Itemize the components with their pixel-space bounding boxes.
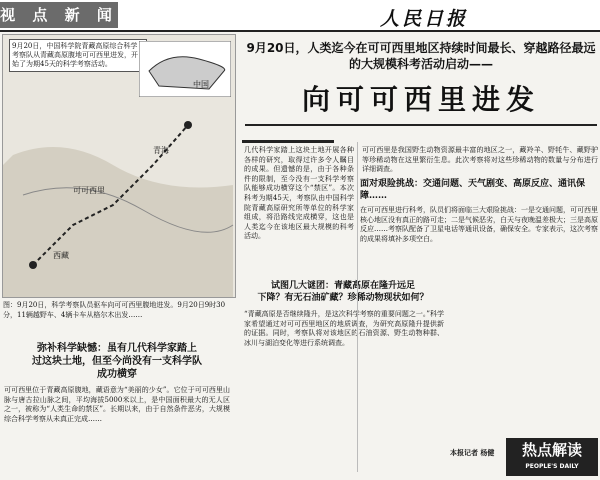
hot-topic-logo: 热点解读 PEOPLE'S DAILY <box>506 438 598 476</box>
photo-caption: 图：9月20日，科学考察队员驱车向可可西里腹地进发。9月20日9时30分，11辆越野车、4辆卡车从格尔木出发…… <box>3 301 226 319</box>
page-title: 向可可西里进发 <box>301 83 540 116</box>
header-band <box>0 0 600 32</box>
map-caption: 9月20日，中国科学院青藏高原综合科学考察队从青藏高原腹地可可西里进发，开始了为期45天的科学考察活动。 <box>9 39 147 72</box>
mid-body: 几代科学家踏上这块土地开展各种各样的研究，取得过许多令人瞩目的成果。但遗憾的是，由于各种条件的限制，至今没有一支科学考察队能够成功横穿这个“禁区”。本次科考为期45天，考察队由中国科学院青藏高原研究所等单位的科学家组成，将沿路线完成横穿，这也是人类迄今在该地区最大规模的科考活动。 <box>244 146 354 241</box>
map-label-qinghai: 青海 <box>153 146 169 155</box>
column-rule <box>357 142 358 472</box>
left-body: 可可西里位于青藏高原腹地，藏语意为“美丽的少女”。它位于可可西里山脉与唐古拉山脉之间，平均海拔5000米以上，是中国面积最大的无人区之一，被称为“人类生命的禁区”。长期以来，由于自然条件恶劣，大规模综合科学考察从未真正完成…… <box>4 386 230 423</box>
section-label: 视 点 新 闻 <box>0 2 118 28</box>
title-rule <box>245 124 597 126</box>
mid-body-2: “青藏高原是否继续隆升，是这次科学考察的重要问题之一。”科学家希望通过对可可西里地区的地质调查，为研究高原隆升提供新的证据。同时，考察队将对该地区的石油资源、野生动物种群、冰川与湖泊变化等进行系统调查。 <box>244 310 444 347</box>
right-body-top: 可可西里是我国野生动物资源最丰富的地区之一，藏羚羊、野牦牛、藏野驴等珍稀动物在这里繁衍生息。此次考察将对这些珍稀动物的数量与分布进行详细调查。 <box>362 146 598 174</box>
reporter-credit: 本报记者 杨健 <box>450 448 495 457</box>
kicker: 9月20日，人类迄今在可可西里地区持续时间最长、穿越路径最远的大规模科考活动启动—— <box>246 41 596 71</box>
map-label-hoh-xil: 可可西里 <box>73 186 105 195</box>
china-inset <box>139 41 231 97</box>
map-label-tibet: 西藏 <box>53 251 69 260</box>
left-subheadline: 弥补科学缺憾：虽有几代科学家踏上 过这块土地，但至今尚没有一支科学队 成功横穿 <box>32 343 202 380</box>
masthead-logo: 人民日报 <box>380 8 469 30</box>
decor-bar <box>242 140 334 143</box>
mid-subheadline: 试图几大谜团：青藏高原在隆升远足 下降？有无石油矿藏？珍稀动物现状如何？ <box>257 281 429 303</box>
map-label-china: 中国 <box>193 80 209 89</box>
right-body: 在可可西里进行科考，队员们将面临三大艰险挑战：一是交通问题，可可西里核心地区没有真正的路可走；二是气候恶劣，白天与夜晚温差极大；三是高原反应……考察队配备了卫星电话等通讯设备，确保安全。专家表示，这次考察的成果将填补多项空白。 <box>360 206 598 243</box>
route-map <box>2 34 236 298</box>
right-subheadline: 面对艰险挑战：交通问题、天气剧变、高原反应、通讯保障…… <box>360 179 586 201</box>
